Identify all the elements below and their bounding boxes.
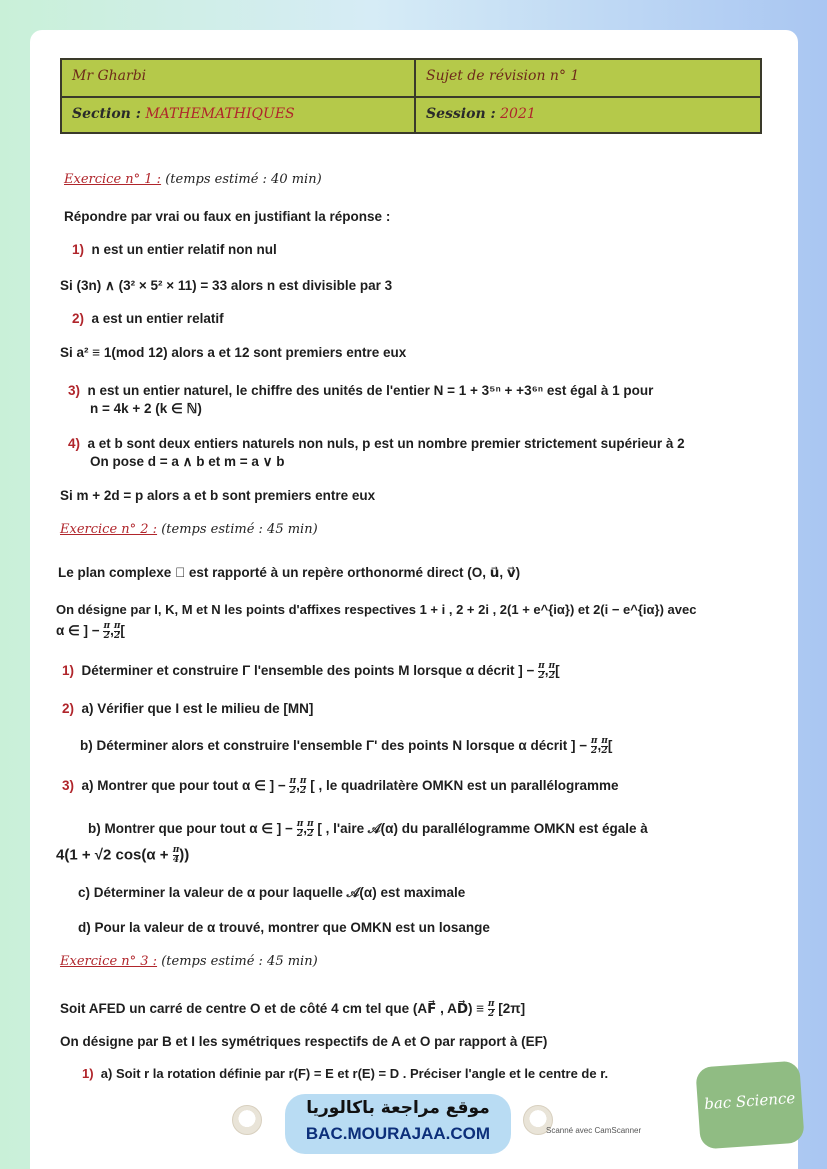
frac-denominator: 2: [548, 671, 555, 681]
ex1-intro: Répondre par vrai ou faux en justifiant la réponse :: [64, 209, 391, 224]
ex2-q3b-formula-pre: 4(1 + √2 cos(α +: [56, 846, 169, 864]
header-section: [72, 106, 295, 122]
ex1-q3: [68, 383, 653, 400]
ex2-q1-number: 1): [62, 663, 75, 679]
ex2-intro3-frac1: [103, 622, 110, 641]
scanner-watermark: Scanné avec CamScanner: [546, 1126, 642, 1135]
ex2-q1-text: Déterminer et construire Γ l'ensemble des points M lorsque α décrit ] −: [81, 663, 535, 679]
frac-denominator: 2: [591, 746, 598, 756]
ex2-q3b-line: b) Montrer que pour tout α ∈ ] − $\frac{\pi}{2}$ , $\frac{\pi}{2}$ [ , l'aire 𝒜(α) du parallélogramme OMKN est égale à: [88, 819, 648, 839]
ex2-q3a-frac2: [300, 777, 307, 796]
ex2-q3c: c) Déterminer la valeur de α pour laquelle 𝒜(α) est maximale: [78, 885, 466, 900]
ex1-q2-statement: Si a² ≡ 1(mod 12) alors a et 12 sont premiers entre eux: [60, 345, 407, 360]
frac-numerator: π: [487, 999, 495, 1009]
site-logo-icon: [232, 1105, 262, 1135]
header-section-value: MATHEMATHIQUES: [145, 106, 295, 122]
ex2-time: (temps estimé : 45 min): [161, 522, 318, 537]
ex3-intro1-post: [2π]: [498, 1001, 526, 1017]
ex2-q2-number: 2): [62, 701, 75, 716]
bracket: [: [607, 738, 613, 754]
ex1-q1-statement: Si (3n) ∧ (3² × 5² × 11) = 33 alors n est divisible par 3: [60, 278, 393, 293]
ex2-q3b-frac1: [297, 820, 304, 839]
ex1-q3-line2: n = 4k + 2 (k ∈ ℕ): [90, 401, 202, 416]
ex2-q2a: a) Vérifier que I est le milieu de [MN]: [81, 701, 314, 716]
frac-denominator: 2: [289, 786, 296, 796]
ex2-q3b-formula-post: )): [179, 846, 190, 864]
frac-denominator: 2: [296, 829, 304, 839]
frac-denominator: 2: [103, 631, 110, 641]
ex1-q3-line1: n est un entier naturel, le chiffre des unités de l'entier N = 1 + 3⁵ⁿ + +3⁶ⁿ est égal à 1 pour: [87, 383, 654, 398]
ex3-q1-number: 1): [82, 1066, 94, 1081]
header-session-label: Session :: [426, 106, 496, 122]
ex3-intro1-frac: [488, 1000, 495, 1019]
ex2-intro2: On désigne par I, K, M et N les points d'affixes respectives 1 + i , 2 + 2i , 2(1 + e^{iα}) et 2(i − e^{iα}) avec: [56, 602, 697, 617]
ex1-q4-line1: a et b sont deux entiers naturels non nuls, p est un nombre premier strictement supérieur à 2: [87, 436, 685, 451]
ex3-q1: [82, 1066, 608, 1082]
frac-numerator: π: [103, 621, 111, 631]
frac-denominator: 2: [113, 631, 121, 641]
frac-denominator: 2: [300, 786, 307, 796]
ex1-time: (temps estimé : 40 min): [165, 172, 322, 187]
frac-denominator: 2: [538, 671, 545, 681]
ex2-q2b: b) Déterminer alors et construire l'ensemble Γ' des points N lorsque α décrit ] −: [80, 738, 588, 754]
ex2-q3b-post: [ , l'aire 𝒜(α) du parallélogramme OMKN est égale à: [317, 821, 648, 837]
frac-numerator: π: [299, 776, 307, 786]
ex1-q1-text: n est un entier relatif non nul: [91, 242, 277, 257]
bac-science-badge-text: bac Science: [703, 1088, 796, 1114]
ex1-q1: [72, 242, 277, 259]
ex2-q3d: d) Pour la valeur de α trouvé, montrer que OMKN est un losange: [78, 920, 490, 935]
ex1-q3-number: 3): [68, 383, 81, 398]
ex2-q3b-pre: b) Montrer que pour tout α ∈ ] −: [88, 821, 293, 837]
ex2-alpha-range: α ∈ ] − $\frac{\pi}{2}$ , $\frac{\pi}{2}$ [: [56, 621, 125, 641]
frac-denominator: 4: [172, 855, 180, 865]
ex3-intro2: On désigne par B et I les symétriques respectifs de A et O par rapport à (EF): [60, 1034, 548, 1049]
header-divider-horizontal: [62, 96, 760, 98]
ex1-q2-number: 2): [72, 311, 85, 326]
ex1-heading: [64, 172, 322, 187]
ex2-q3b-frac2: [307, 820, 314, 839]
frac-numerator: π: [289, 776, 297, 786]
ex2-q2a-line: [62, 701, 313, 718]
ex2-title: Exercice n° 2 :: [60, 522, 158, 537]
frac-denominator: 2: [488, 1009, 495, 1019]
ex2-q2b-line: b) Déterminer alors et construire l'ensemble Γ' des points N lorsque α décrit ] − $\frac{\pi}{2}$ , $\frac{\pi}{2}$ [: [80, 736, 613, 756]
ex1-q2-text: a est un entier relatif: [91, 311, 224, 326]
ex2-q3b-formula: [56, 846, 189, 865]
header-table: [60, 58, 762, 134]
ex1-q2: [72, 311, 224, 328]
header-session-value: 2021: [500, 106, 536, 122]
ex2-q3-number: 3): [62, 778, 75, 794]
frac-numerator: π: [296, 819, 304, 829]
ex2-intro3: α ∈ ] −: [56, 623, 100, 639]
ex1-q4-number: 4): [68, 436, 81, 451]
bac-science-badge[interactable]: [695, 1060, 804, 1149]
frac-numerator: π: [538, 661, 545, 671]
ex1-title: Exercice n° 1 :: [64, 172, 162, 187]
ex3-title: Exercice n° 3 :: [60, 954, 158, 969]
ex2-q2b-frac2: [601, 737, 608, 756]
ex2-q3a-line: 3) a) Montrer que pour tout α ∈ ] − $\frac{\pi}{2}$ , $\frac{\pi}{2}$ [ , le quadrilatère OMKN est un parallélogramme: [62, 776, 619, 796]
ex2-q3a-post: [ , le quadrilatère OMKN est un parallélogramme: [310, 778, 619, 794]
ex2-q3a-frac1: [289, 777, 296, 796]
bracket: [: [555, 663, 560, 679]
ex2-q3a-pre: a) Montrer que pour tout α ∈ ] −: [81, 778, 286, 794]
ex3-q1a: a) Soit r la rotation définie par r(F) = E et r(E) = D . Préciser l'angle et le centre de r.: [100, 1066, 609, 1081]
ex1-q4-statement: Si m + 2d = p alors a et b sont premiers entre eux: [60, 488, 376, 503]
ex2-q1: 1) Déterminer et construire Γ l'ensemble des points M lorsque α décrit ] − $\frac{\pi}{2}$ , $\frac{\pi}{2}$ [: [62, 661, 560, 681]
frac-denominator: 2: [601, 746, 608, 756]
footer-url-link[interactable]: BAC.MOURAJAA.COM: [305, 1124, 491, 1143]
frac-numerator: π: [172, 845, 180, 855]
header-session: [426, 106, 536, 122]
ex3-time: (temps estimé : 45 min): [161, 954, 318, 969]
ex1-q4: [68, 436, 685, 453]
frac-denominator: 2: [307, 829, 314, 839]
ex2-q1-frac1: [538, 662, 545, 681]
ex3-intro1-pre: Soit AFED un carré de centre O et de côté 4 cm tel que (AF⃗ , AD⃗) ≡: [60, 1001, 485, 1017]
frac-numerator: π: [307, 819, 314, 829]
bracket: [: [120, 623, 125, 639]
ex1-q4-line2: On pose d = a ∧ b et m = a ∨ b: [90, 454, 285, 469]
header-subject: Sujet de révision n° 1: [426, 68, 580, 84]
frac-numerator: π: [548, 661, 556, 671]
footer-arabic-title[interactable]: موقع مراجعة باكالوريا: [306, 1098, 490, 1118]
ex3-heading: [60, 954, 318, 969]
frac-numerator: π: [590, 736, 598, 746]
ex2-heading: [60, 522, 318, 537]
ex2-q2b-frac1: [591, 737, 598, 756]
frac-numerator: π: [113, 621, 121, 631]
frac-numerator: π: [601, 736, 608, 746]
ex3-intro1: [60, 1000, 525, 1019]
ex2-intro1: Le plan complexe 𝒫 est rapporté à un repère orthonormé direct (O, u⃗, v⃗): [58, 565, 521, 580]
header-section-label: Section :: [72, 106, 141, 122]
header-teacher: Mr Gharbi: [72, 68, 147, 84]
document-page: [30, 30, 798, 1169]
ex1-q1-number: 1): [72, 242, 85, 257]
